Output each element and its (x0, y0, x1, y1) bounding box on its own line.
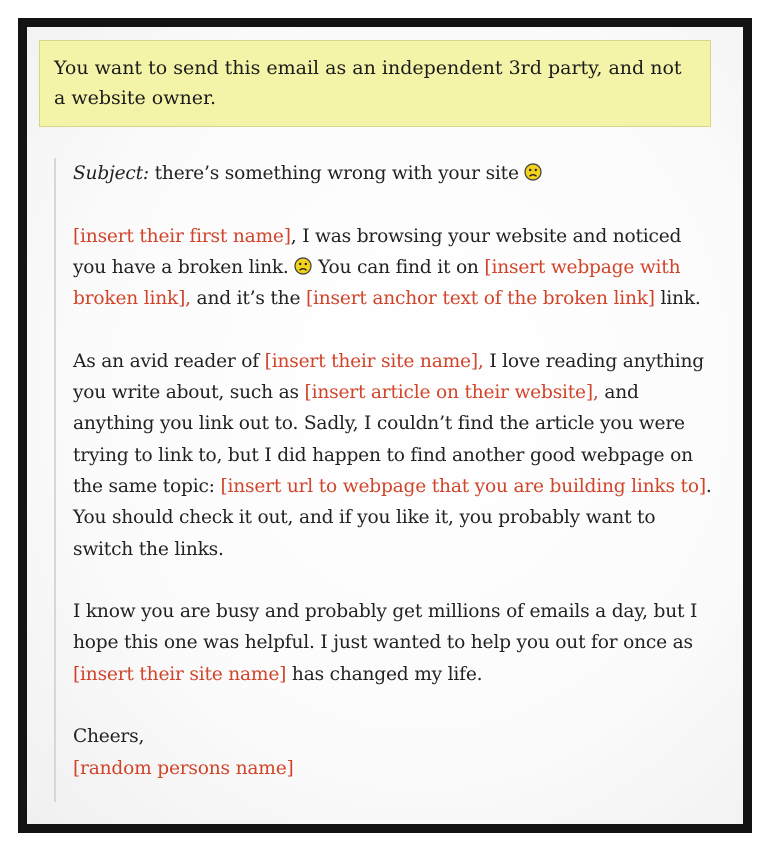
placeholder-article: [insert article on their website], (304, 382, 599, 404)
paragraph-text: You can find it on (312, 256, 485, 278)
paragraph-text: and it’s the (190, 288, 306, 310)
placeholder-signature: [random persons name] (73, 757, 294, 779)
paragraph-text: and anything you link out to. Sadly, I couldn’t find the article you were trying to link to, but I did happen to find another good webpage on the same topic: (73, 382, 693, 497)
email-template (54, 158, 714, 802)
notice-text: You want to send this email as an independent 3rd party, and not a website owner. (54, 57, 682, 109)
sad-face-icon (294, 257, 312, 275)
content-card (27, 27, 743, 824)
email-closing: Cheers, (73, 726, 145, 748)
email-paragraph-3 (73, 596, 714, 690)
paragraph-text: As an avid reader of (73, 350, 265, 372)
placeholder-url: [insert url to webpage that you are building links to] (220, 475, 706, 497)
email-paragraph-1 (73, 221, 714, 315)
spacer (73, 314, 714, 345)
paragraph-text: I love reading anything you write about, such as (73, 350, 704, 404)
subject-label: Subject: (73, 163, 149, 184)
placeholder-site-name: [insert their site name] (73, 663, 287, 685)
spacer (73, 565, 714, 596)
placeholder-site-name: [insert their site name], (264, 350, 484, 372)
sad-face-icon (524, 163, 542, 181)
paragraph-text: . You should check it out, and if you like it, you probably want to switch the links. (73, 475, 712, 560)
paragraph-text: link. (654, 288, 701, 310)
spacer (73, 189, 714, 220)
placeholder-webpage: [insert webpage with broken link], (73, 256, 681, 310)
paragraph-text: has changed my life. (286, 663, 483, 685)
email-subject (73, 158, 714, 189)
placeholder-first-name: [insert their first name] (73, 225, 291, 247)
placeholder-anchor-text: [insert anchor text of the broken link] (305, 288, 655, 310)
email-paragraph-2 (73, 346, 714, 565)
notice-box (39, 40, 711, 127)
subject-text: there’s something wrong with your site (148, 163, 525, 184)
spacer (73, 690, 714, 721)
paragraph-text: , I was browsing your website and noticed you have a broken link. (73, 225, 682, 278)
screenshot-frame (18, 18, 752, 833)
paragraph-text: I know you are busy and probably get millions of emails a day, but I hope this one was helpful. I just wanted to help you out for once as (73, 601, 698, 654)
